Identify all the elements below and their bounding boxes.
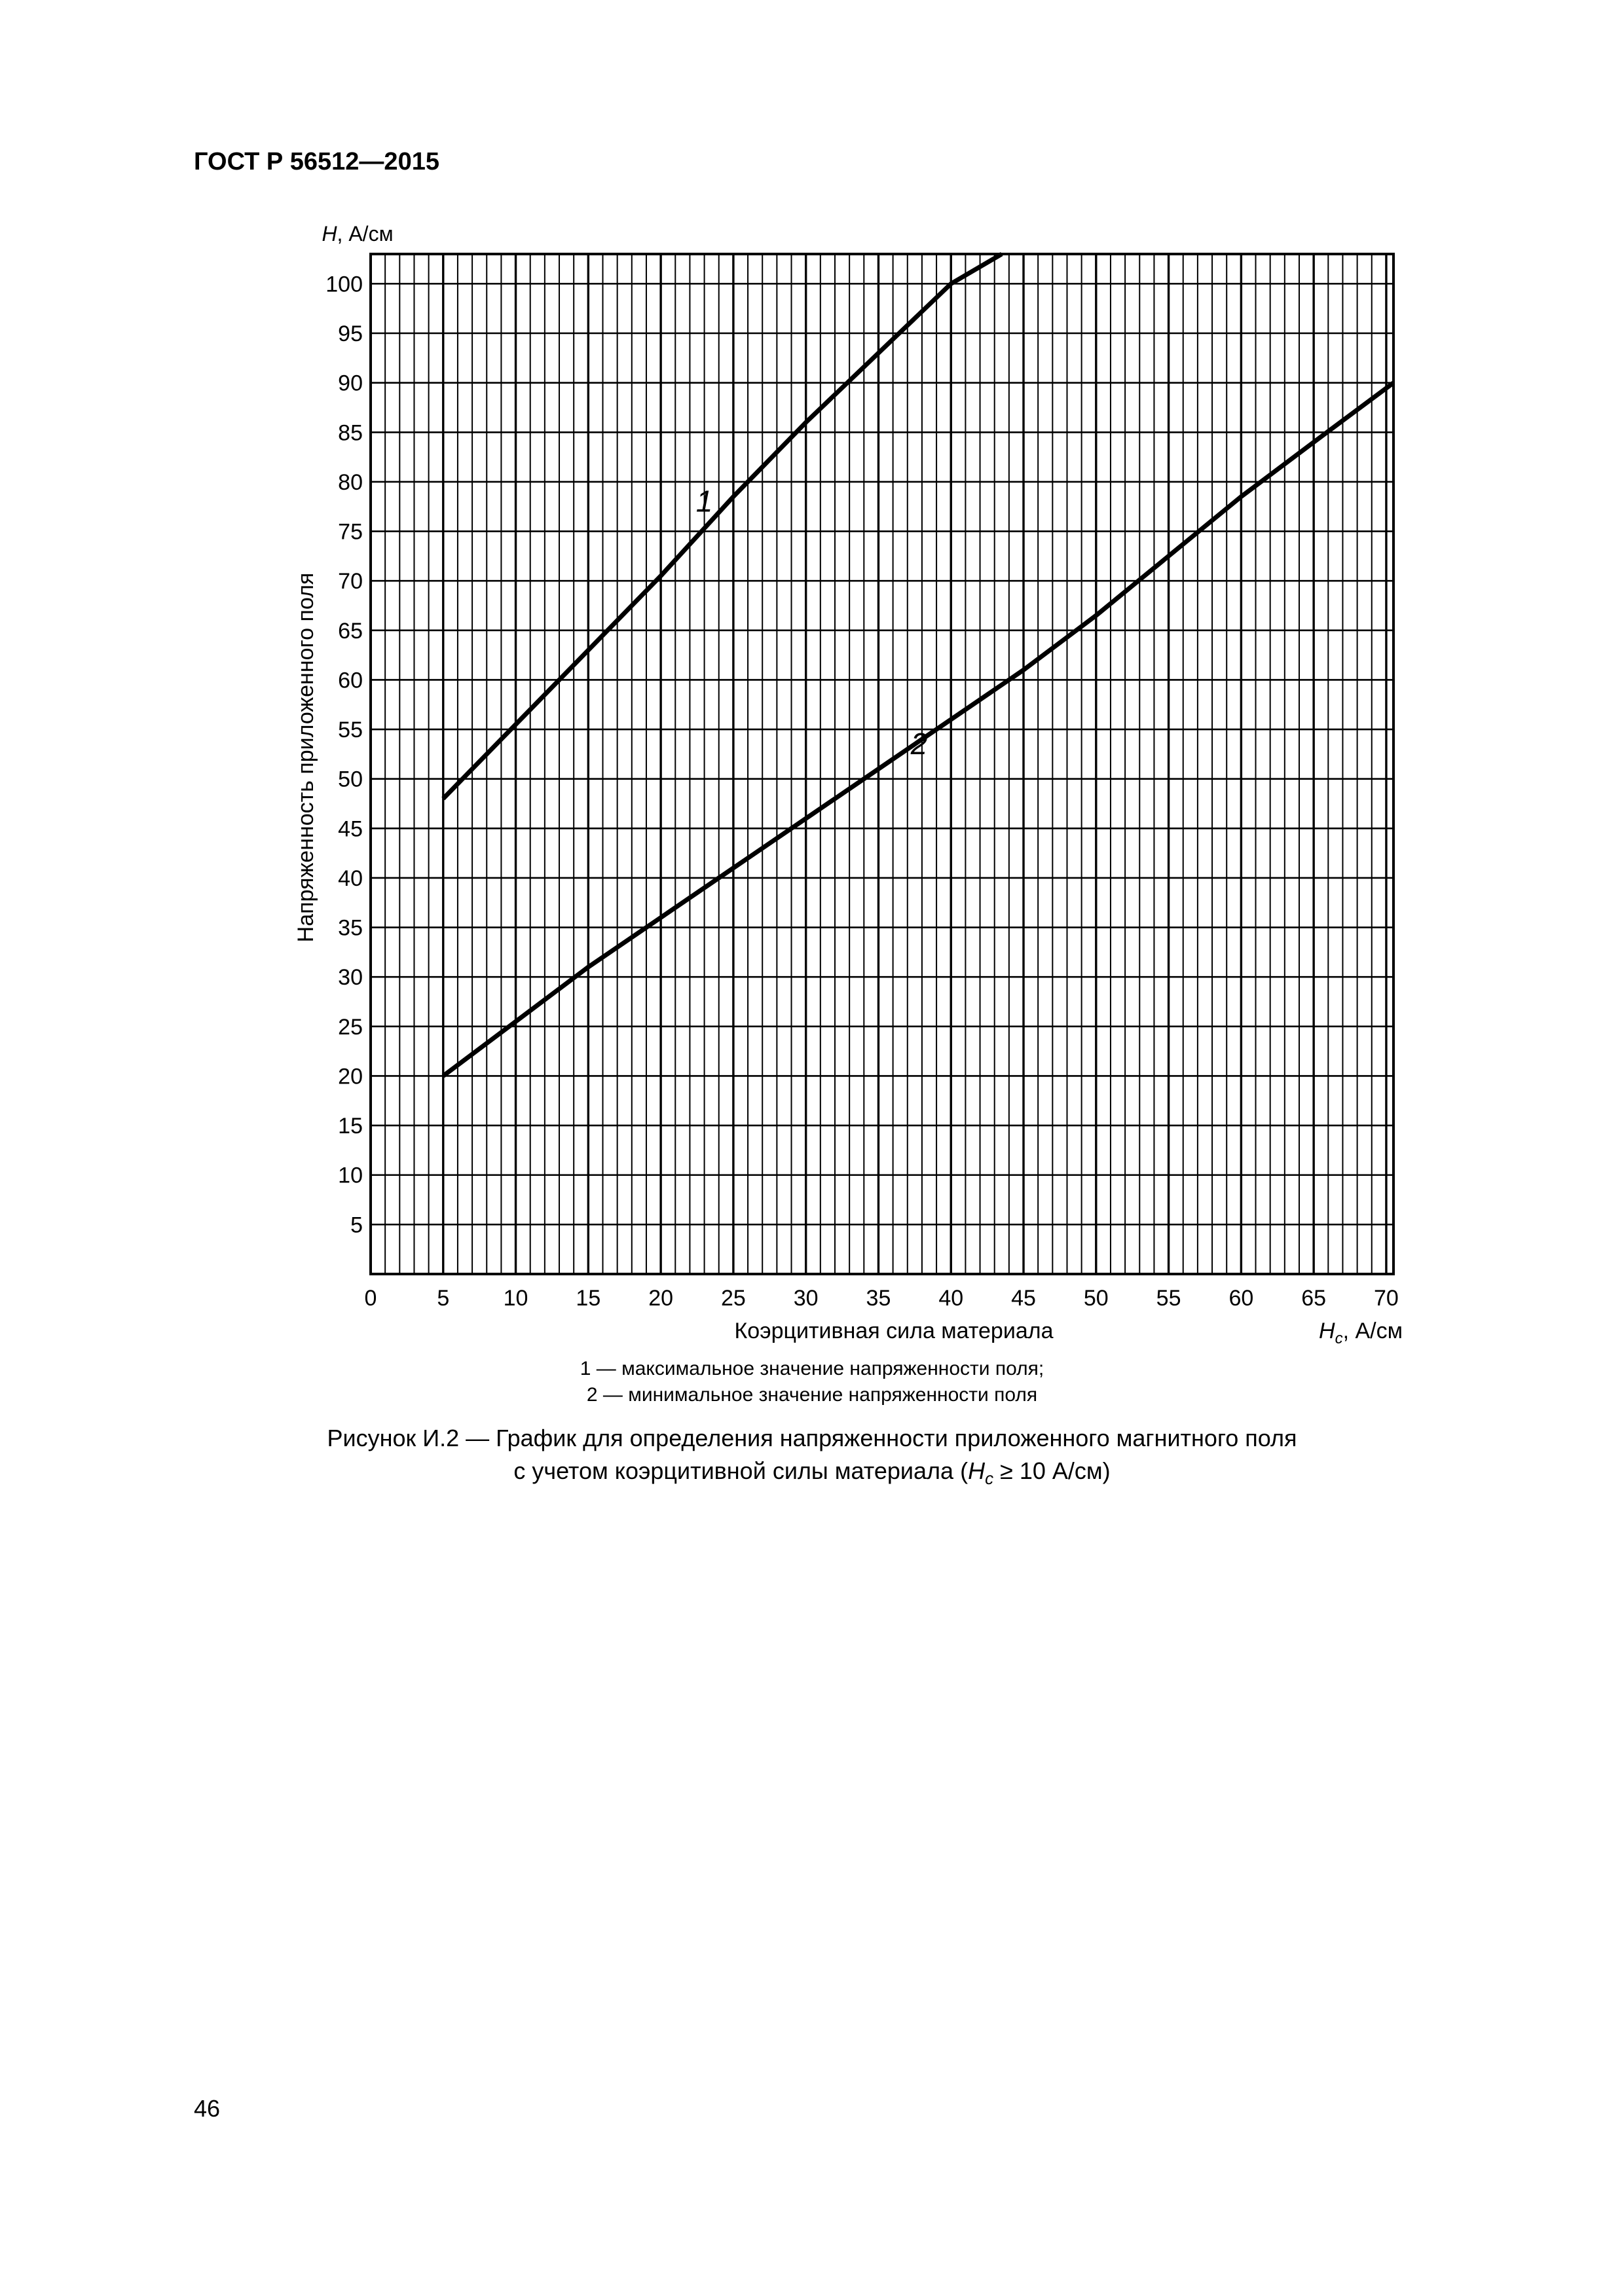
caption-suffix: ≥ 10 А/см) xyxy=(993,1457,1111,1484)
x-tick-label: 50 xyxy=(1083,1286,1109,1311)
y-tick-label: 60 xyxy=(338,668,363,693)
y-tick-label: 55 xyxy=(338,718,363,743)
y-tick-label: 45 xyxy=(338,816,363,842)
series-label-1: 1 xyxy=(695,484,713,519)
x-tick-label: 20 xyxy=(648,1286,674,1311)
y-tick-label: 80 xyxy=(338,469,363,495)
page-number: 46 xyxy=(194,2095,221,2122)
x-tick-label: 65 xyxy=(1301,1286,1327,1311)
y-tick-label: 90 xyxy=(338,371,363,396)
caption-subscript: c xyxy=(985,1468,994,1489)
figure-caption-line-1: Рисунок И.2 — График для определения напряженности приложенного магнитного поля xyxy=(327,1425,1297,1451)
x-tick-label: 5 xyxy=(437,1286,450,1311)
x-tick-label: 10 xyxy=(503,1286,528,1311)
caption-variable: H xyxy=(968,1457,986,1484)
x-tick-label: 60 xyxy=(1228,1286,1254,1311)
y-tick-label: 75 xyxy=(338,519,363,545)
chart-series-layer xyxy=(443,254,1393,1076)
y-tick-label: 95 xyxy=(338,321,363,347)
x-unit-label: $H_c$, А/см xyxy=(1319,1319,1403,1347)
y-tick-label: 30 xyxy=(338,965,363,991)
y-tick-label: 85 xyxy=(338,420,363,446)
legend-line-1: 1 — максимальное значение напряженности поля; xyxy=(580,1358,1044,1379)
y-tick-label: 65 xyxy=(338,618,363,644)
document-header: ГОСТ Р 56512—2015 xyxy=(194,148,439,175)
figure-caption-line-2 xyxy=(0,1457,1624,1489)
x-tick-label: 45 xyxy=(1011,1286,1036,1311)
y-unit-label: H, А/см xyxy=(322,222,394,246)
y-tick-label: 70 xyxy=(338,569,363,594)
series-label-2: 2 xyxy=(910,726,928,761)
y-tick-label: 20 xyxy=(338,1064,363,1089)
y-tick-label: 40 xyxy=(338,866,363,891)
caption-prefix: с учетом коэрцитивной силы материала ( xyxy=(513,1457,969,1484)
series-line-1 xyxy=(443,254,1002,799)
y-tick-label: 35 xyxy=(338,915,363,941)
x-tick-label: 70 xyxy=(1374,1286,1399,1311)
y-tick-label: 25 xyxy=(338,1014,363,1040)
y-axis-title: Напряженность приложенного поля xyxy=(293,572,318,943)
x-axis-title: Коэрцитивная сила материала xyxy=(734,1319,1054,1343)
legend-line-2: 2 — минимальное значение напряженности поля xyxy=(586,1384,1038,1406)
y-tick-label: 10 xyxy=(338,1163,363,1188)
x-tick-label: 30 xyxy=(793,1286,819,1311)
x-tick-label: 0 xyxy=(364,1286,377,1311)
y-tick-label: 5 xyxy=(350,1212,363,1238)
x-tick-label: 40 xyxy=(938,1286,964,1311)
x-tick-label: 25 xyxy=(720,1286,746,1311)
y-tick-label: 15 xyxy=(338,1114,363,1139)
x-tick-label: 55 xyxy=(1156,1286,1181,1311)
y-tick-label: 100 xyxy=(325,272,363,297)
y-tick-label: 50 xyxy=(338,767,363,792)
x-tick-label: 35 xyxy=(866,1286,891,1311)
x-tick-label: 15 xyxy=(576,1286,601,1311)
